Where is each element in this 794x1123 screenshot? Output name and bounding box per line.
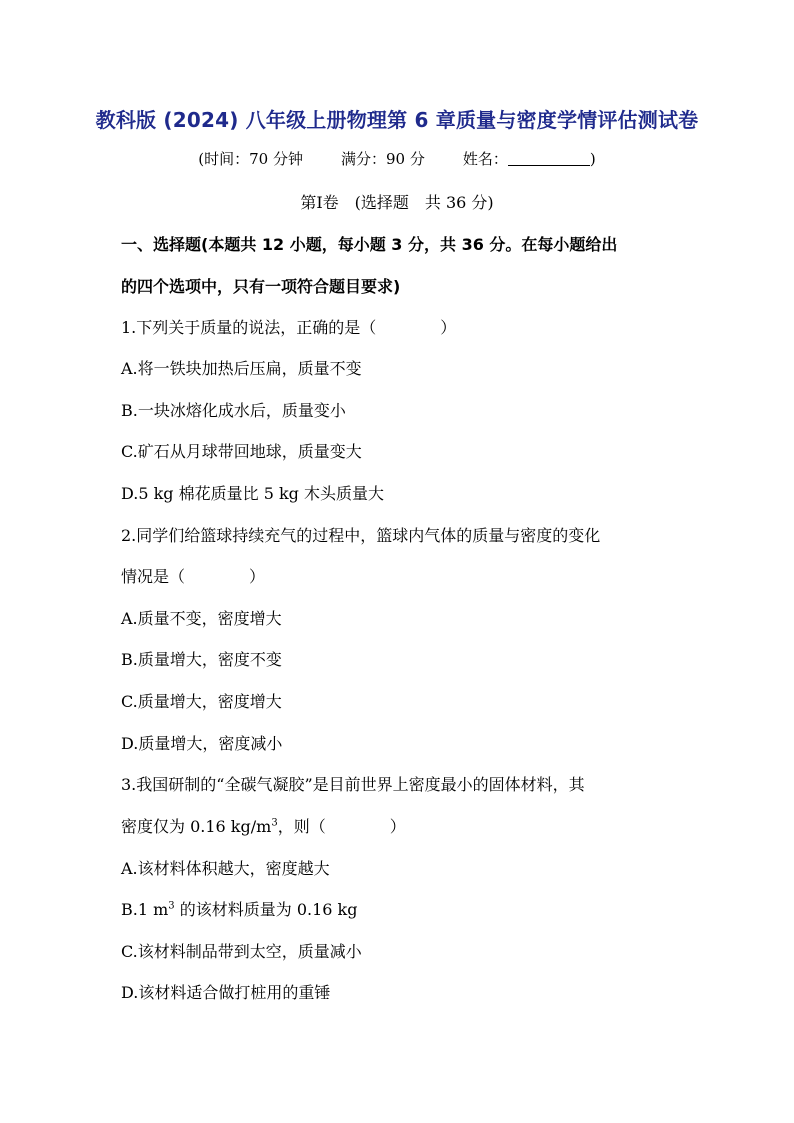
q3-option-d: D.该材料适合做打桩用的重锤 — [121, 983, 331, 1002]
exam-meta — [0, 148, 794, 169]
q2-option-c: C.质量增大，密度增大 — [121, 692, 282, 711]
document-title: 教科版 (2024) 八年级上册物理第 6 章质量与密度学情评估测试卷 — [95, 108, 699, 132]
q2-stem-text: 情况是（ — [121, 567, 186, 586]
q2-option-d: D.质量增大，密度减小 — [121, 734, 283, 753]
q3-option-b-post: 的该材料质量为 0.16 kg — [174, 900, 358, 919]
q2-stem-end: ） — [249, 567, 266, 586]
q2-option-b: B.质量增大，密度不变 — [121, 650, 282, 669]
q3-density-text: 密度仅为 0.16 kg/m — [121, 817, 272, 836]
q2-stem-line2 — [121, 564, 265, 587]
q3-stem-end: ） — [389, 817, 406, 836]
part1-heading-line2: 的四个选项中，只有一项符合题目要求) — [121, 277, 401, 296]
q1-option-b: B.一块冰熔化成水后，质量变小 — [121, 401, 346, 420]
name-label: 姓名： — [462, 150, 508, 168]
q3-option-c: C.该材料制品带到太空，质量减小 — [121, 942, 362, 961]
q3-option-b-exponent: 3 — [168, 900, 175, 912]
part1-heading-line1: 一、选择题(本题共 12 小题，每小题 3 分，共 36 分。在每小题给出 — [121, 235, 618, 254]
q3-option-b — [121, 897, 357, 920]
q3-density-exponent: 3 — [271, 817, 278, 829]
q3-option-a: A.该材料体积越大，密度越大 — [121, 859, 330, 878]
q2-stem-line1: 2.同学们给篮球持续充气的过程中，篮球内气体的质量与密度的变化 — [121, 526, 601, 545]
q2-option-a: A.质量不变，密度增大 — [121, 609, 282, 628]
q1-option-c: C.矿石从月球带回地球，质量变大 — [121, 442, 362, 461]
score-info: 满分：90 分 — [340, 150, 425, 168]
section-title: 第Ⅰ卷 (选择题 共 36 分) — [300, 193, 494, 212]
q1-stem — [121, 315, 456, 338]
q3-stem-text: ，则（ — [277, 817, 326, 836]
name-blank — [508, 150, 590, 166]
q3-stem-line2 — [121, 814, 406, 837]
q1-option-a: A.将一铁块加热后压扁，质量不变 — [121, 359, 362, 378]
q1-stem-end: ） — [440, 318, 457, 337]
time-info: (时间：70 分钟 — [198, 150, 303, 168]
meta-close: ) — [589, 150, 596, 168]
q3-stem-line1: 3.我国研制的“全碳气凝胶”是目前世界上密度最小的固体材料，其 — [121, 775, 585, 794]
q1-stem-text: 1.下列关于质量的说法，正确的是（ — [121, 318, 377, 337]
q3-option-b-pre: B.1 m — [121, 900, 169, 919]
q1-option-d: D.5 kg 棉花质量比 5 kg 木头质量大 — [121, 484, 385, 503]
